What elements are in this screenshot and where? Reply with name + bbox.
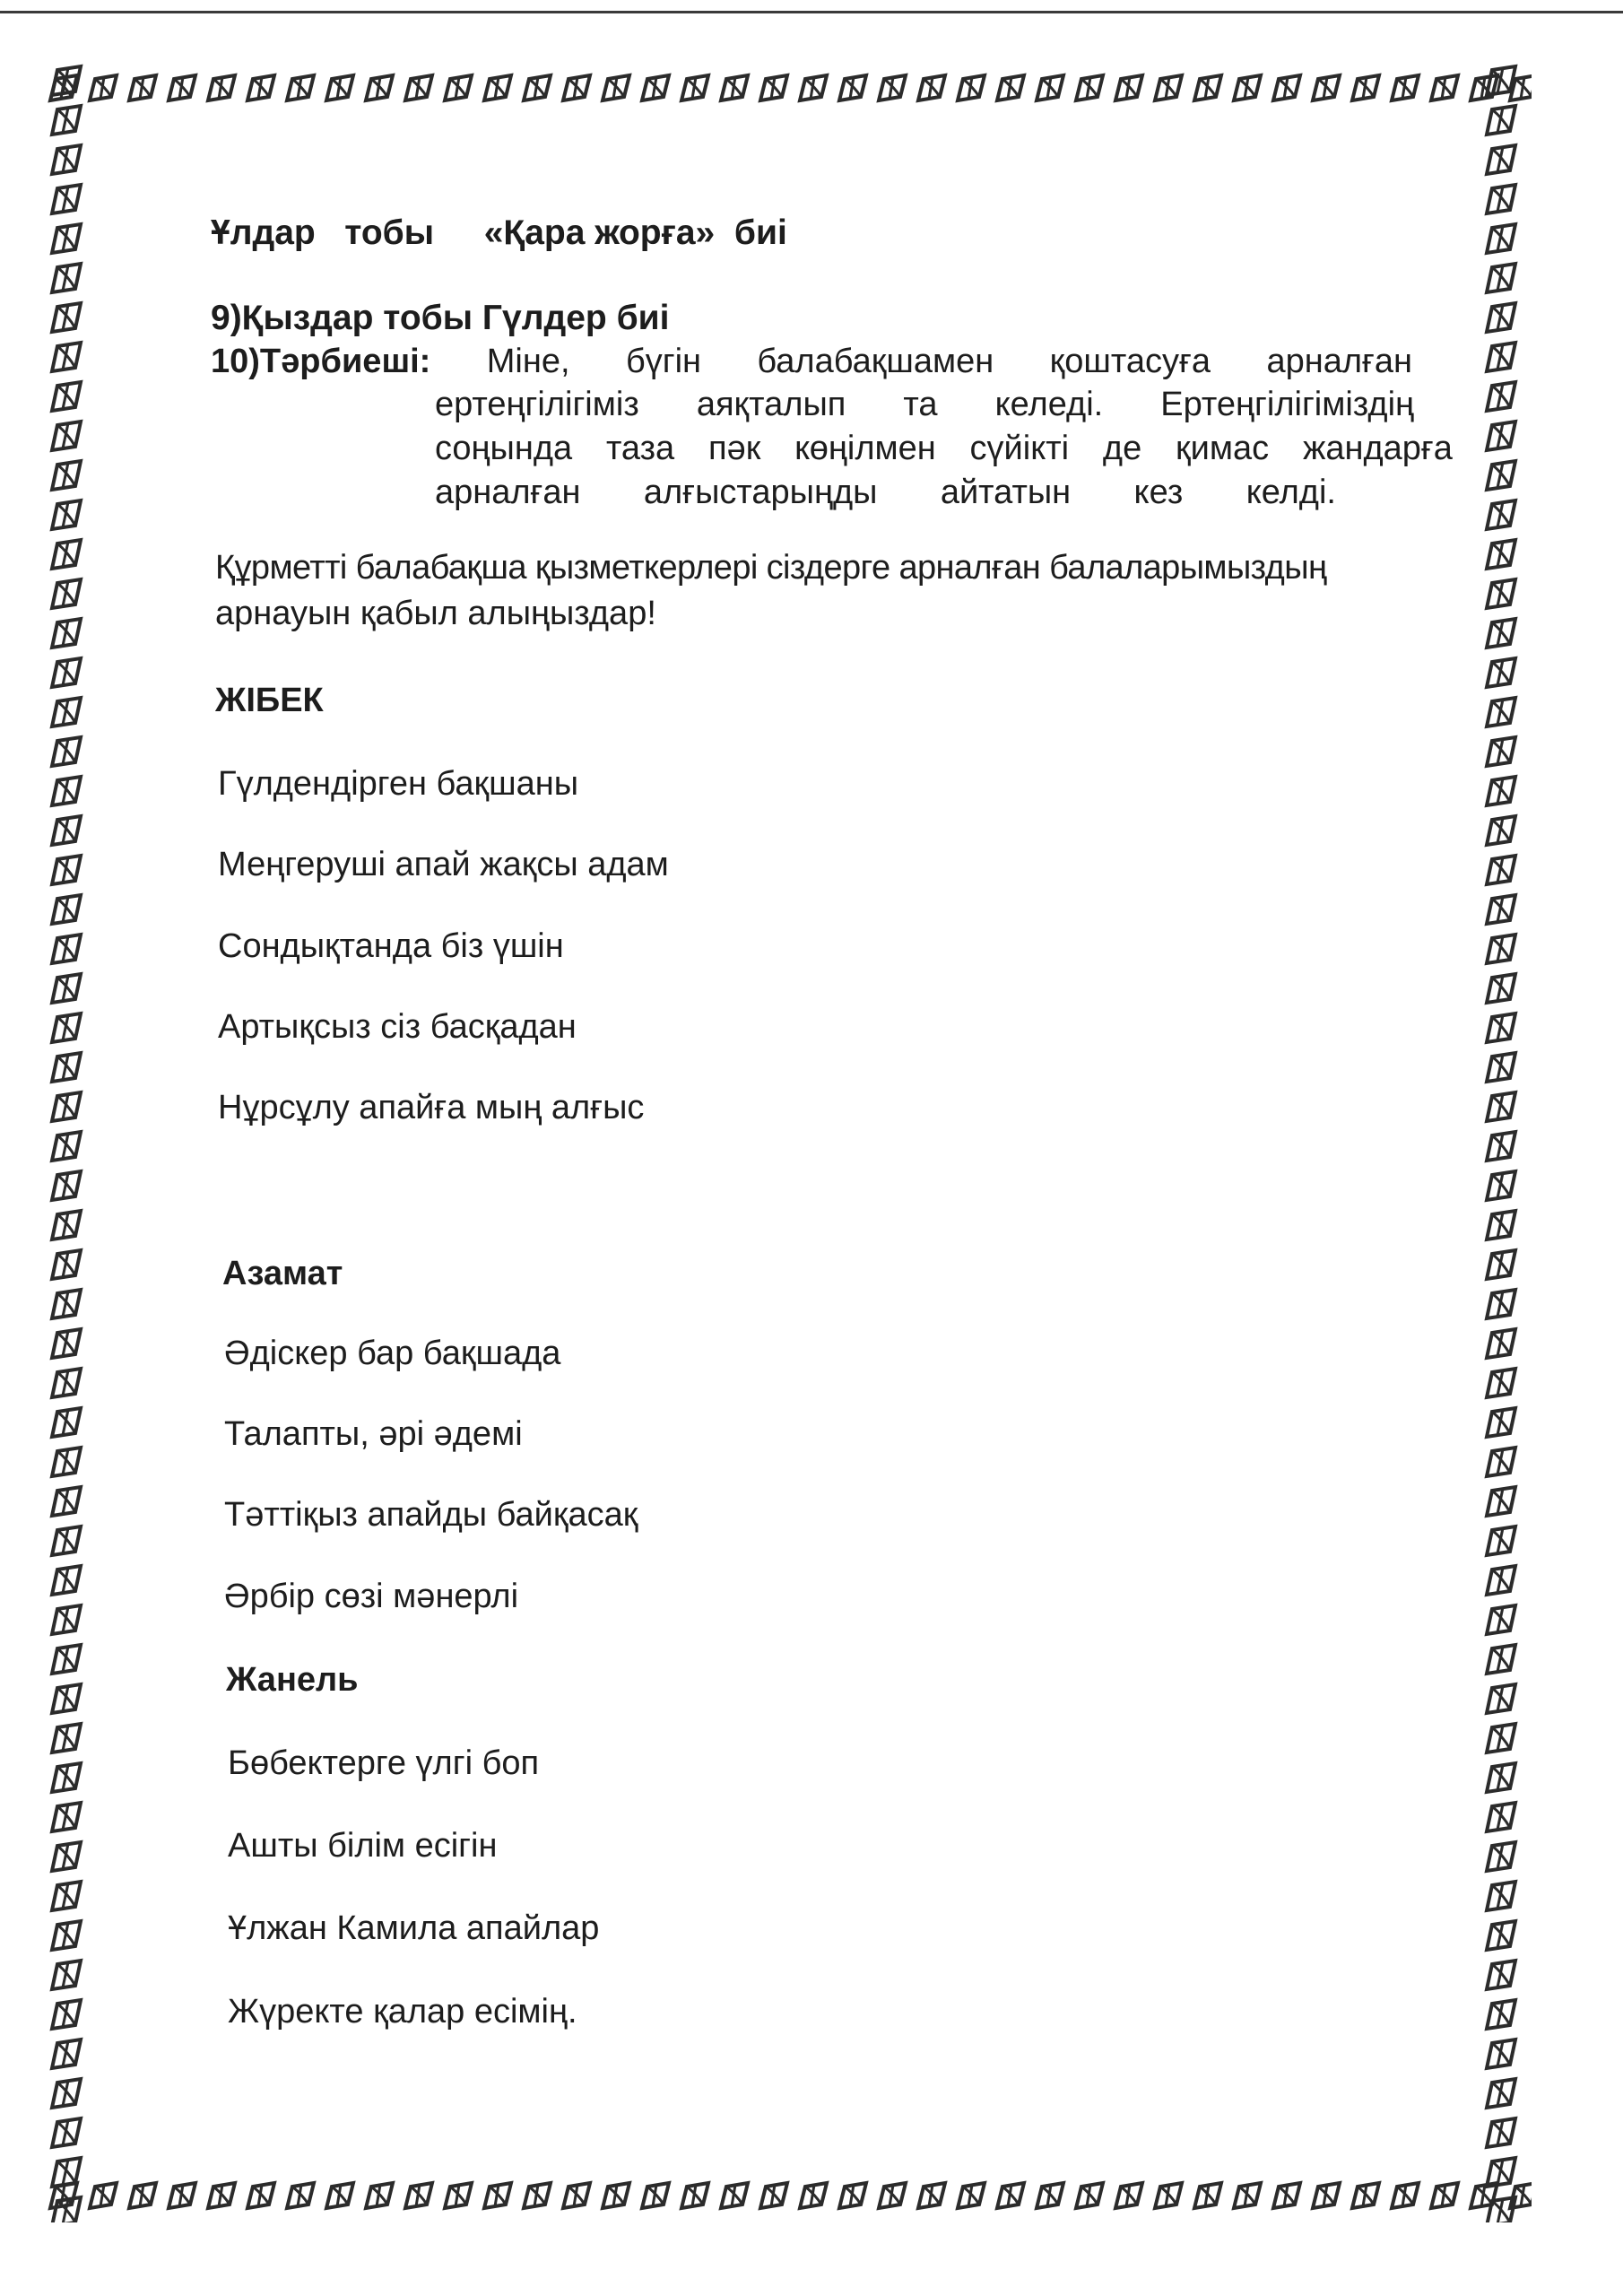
item-10-word: келеді.: [994, 386, 1104, 423]
item-10-word: Міне,: [486, 343, 570, 380]
verse-line: Жүректе қалар есімің.: [228, 1993, 577, 2031]
intro-line-1: Құрметті балабақша қызметкерлері сіздерге арналған балаларымыздың: [215, 549, 1327, 587]
verse-line: Ұлжан Камила апайлар: [228, 1909, 600, 1947]
ornamental-border-left: [43, 61, 97, 2222]
item-10-line-1: [211, 343, 1412, 381]
item-10-line-2: [435, 386, 1414, 424]
verse-line: Әрбір сөзі мәнерлі: [224, 1578, 519, 1615]
item-10-label: 10)Тәрбиеші:: [211, 343, 431, 380]
header-line: [211, 213, 787, 253]
scan-edge-line: [0, 11, 1623, 13]
item-10-word: айтатын: [940, 474, 1072, 511]
item-10-word: аяқталып: [696, 386, 846, 423]
verse-line: Тәттіқыз апайды байқасақ: [224, 1496, 638, 1534]
item-10-word: арналған: [435, 474, 581, 511]
header-dance: «Қара жорға» биі: [483, 213, 787, 252]
intro-line-2: арнауын қабыл алыңыздар!: [215, 595, 656, 632]
ornamental-border-bottom: [43, 2169, 1532, 2222]
item-10-line-4: [435, 474, 1336, 512]
verse-line: Әдіскер бар бақшада: [224, 1335, 561, 1372]
item-10-line-3: [435, 430, 1453, 468]
section-heading-zhibek: ЖІБЕК: [215, 682, 324, 719]
item-10-word: көңілмен: [794, 430, 936, 467]
verse-line: Сондықтанда біз үшін: [218, 927, 564, 965]
item-10-word: қимас: [1176, 430, 1270, 467]
ornamental-knot-border-icon: [43, 61, 1532, 115]
item-10-word: арналған: [1266, 343, 1412, 380]
ornamental-knot-border-icon: [43, 61, 97, 2222]
header-group: Ұлдар тобы: [211, 213, 435, 252]
verse-line: Меңгеруші апай жақсы адам: [218, 846, 669, 883]
item-10-word: ертеңгілігіміз: [435, 386, 639, 423]
verse-line: Бөбектерге үлгі боп: [228, 1744, 540, 1782]
verse-line: Талапты, әрі әдемі: [224, 1415, 523, 1453]
verse-line: Гүлдендірген бақшаны: [218, 765, 579, 803]
item-10-word: кез: [1133, 474, 1184, 511]
item-10-word: та: [903, 386, 938, 423]
item-10-word: балабақшамен: [757, 343, 994, 380]
ornamental-border-right: [1478, 61, 1532, 2222]
ornamental-border-top: [43, 61, 1532, 115]
section-heading-azamat: Азамат: [222, 1255, 343, 1292]
item-10-word: соңында: [435, 430, 573, 467]
ornamental-knot-border-icon: [43, 2169, 1532, 2222]
verse-line: Нұрсұлу апайға мың алғыс: [218, 1089, 645, 1126]
item-10-word: бүгін: [625, 343, 701, 380]
item-10-word: қоштасуға: [1049, 343, 1211, 380]
item-10-word: келді.: [1245, 474, 1336, 511]
item-10-word: алғыстарыңды: [643, 474, 878, 511]
item-10-word: сүйікті: [969, 430, 1070, 467]
verse-line: Артықсыз сіз басқадан: [218, 1008, 577, 1046]
item-10-word: таза: [605, 430, 675, 467]
verse-line: Ашты білім есігін: [228, 1827, 498, 1865]
item-10-word: де: [1102, 430, 1142, 467]
ornamental-knot-border-icon: [1478, 61, 1532, 2222]
section-heading-zhanel: Жанель: [226, 1661, 359, 1699]
item-9: 9)Қыздар тобы Гүлдер биі: [211, 299, 670, 337]
item-10-word: жандарға: [1302, 430, 1453, 467]
item-10-word: пәк: [708, 430, 761, 467]
item-10-word: Ертеңгілігіміздің: [1160, 386, 1414, 423]
